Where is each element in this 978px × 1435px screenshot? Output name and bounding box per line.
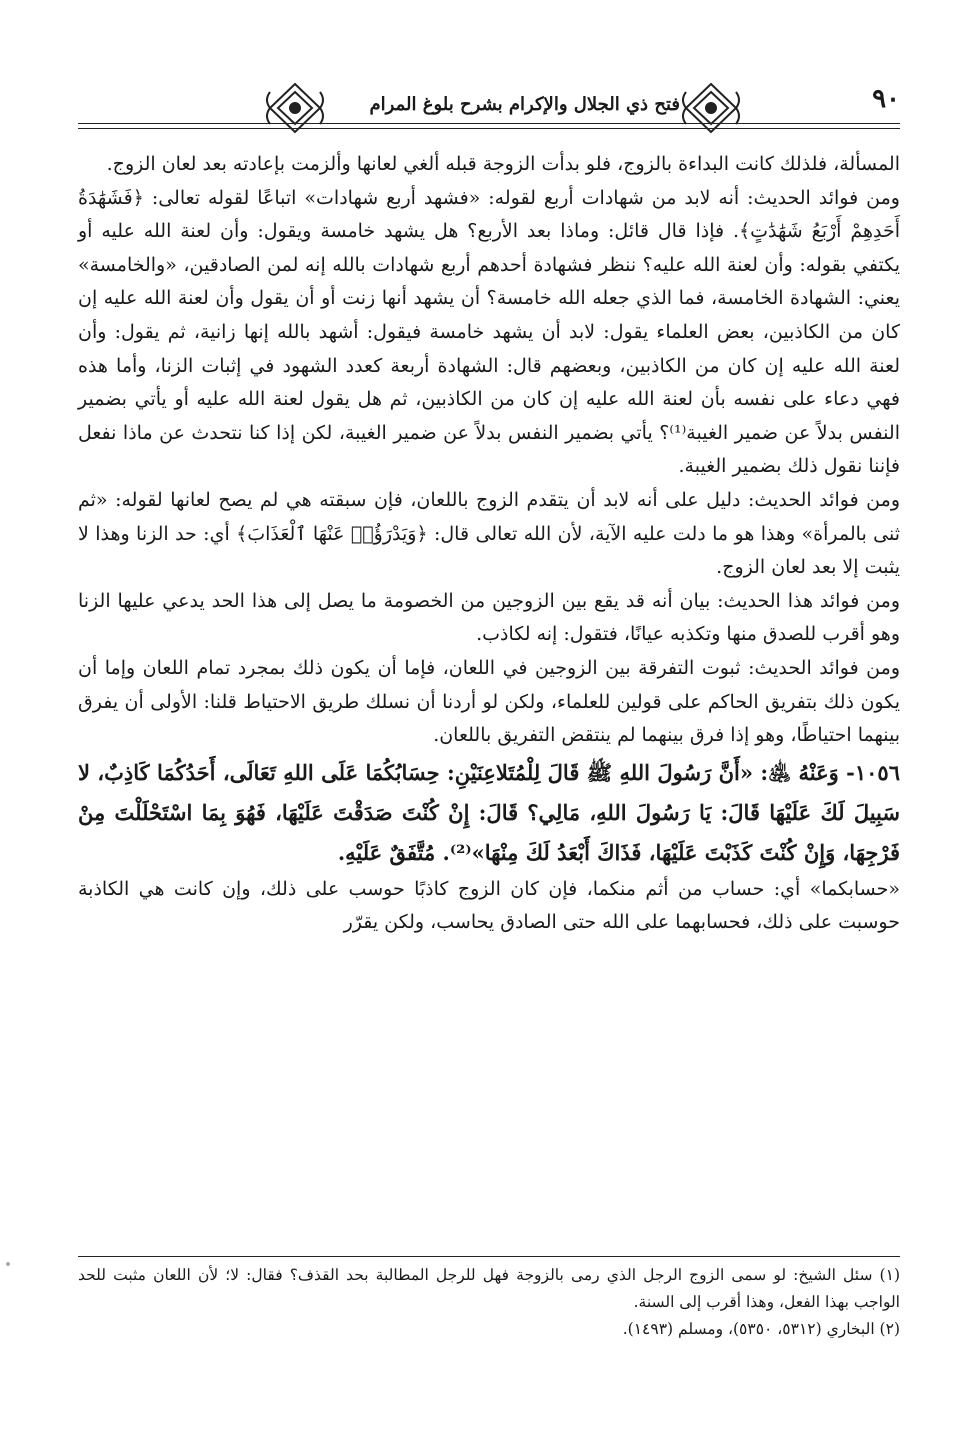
footnote-separator: [78, 1256, 900, 1257]
footnotes: [78, 1262, 900, 1343]
paragraph: المسألة، فلذلك كانت البداءة بالزوج، فلو بدأت الزوجة قبله ألغي لعانها وألزمت بإعادته بعد لعان الزوج.: [106, 153, 900, 175]
header-rule: [78, 128, 900, 129]
paragraph: ومن فوائد الحديث: ثبوت التفرقة بين الزوجين في اللعان، فإما أن يكون ذلك بمجرد تمام اللعان وإما أن يكون ذلك بتفريق الحاكم على قولين للعلماء، ولكن لو أردنا أن نسلك طريق الاحتياط قلنا: الأولى أن يفرق بينهما احتياطًا، وهو إذا فرق بينهما لم ينتقض التفريق باللعان.: [78, 656, 900, 747]
footnote: (٢) البخاري (٥٣١٢، ٥٣٥٠)، ومسلم (١٤٩٣).: [622, 1320, 900, 1338]
footnote: (١) سئل الشيخ: لو سمى الزوج الرجل الذي رمى بالزوجة فهل للرجل المطالبة بحد القذف؟ فقال: لا؛ لأن اللعان مثبت للحد الواجب بهذا الفعل، وهذا أقرب إلى السنة.: [78, 1266, 900, 1311]
running-title: فتح ذي الجلال والإكرام بشرح بلوغ المرام: [369, 94, 680, 115]
scan-speck: [6, 1262, 10, 1266]
body-text: [78, 148, 900, 940]
page-number: ٩٠: [872, 84, 900, 114]
paragraph: ومن فوائد الحديث: أنه لابد من شهادات أربع لقوله: «فشهد أربع شهادات» اتباعًا لقوله تعالى: ﴿فَشَهَٰدَةُ أَحَدِهِمْ أَرْبَعُ شَهَٰدَٰتٍ﴾. فإذا قال قائل: وماذا بعد الأربع؟ هل يشهد خامسة ويقول: وأن لعنة الله عليه أو يكتفي بقوله: وأن لعنة الله عليه؟ ننظر فشهادة أحدهم أربع شهادات بالله إنه لمن الصادقين، «والخامسة» يعني: الشهادة الخامسة، فما الذي جعله الله خامسة؟ أن يشهد أنها زنت أو أن يقول وأن لعنة الله عليه إن كان من الكاذبين، بعض العلماء يقول: لابد أن يشهد خامسة فيقول: أشهد بالله إنها زانية، ثم يقول: وأن لعنة الله عليه إن كان من الكاذبين، وبعضهم قال: الشهادة أربعة كعدد الشهود في إثبات الزنا، وأما هذه فهي دعاء على نفسه بأن لعنة الله عليه إن كان من الكاذبين، ثم هل يقول لعنة الله عليه أو يأتي بضمير النفس بدلاً عن ضمير الغيبة⁽¹⁾؟ يأتي بضمير النفس بدلاً عن ضمير الغيبة، لكن إذا كنا نتحدث عن ماذا نفعل فإننا نقول ذلك بضمير الغيبة.: [78, 186, 900, 478]
paragraph: ومن فوائد هذا الحديث: بيان أنه قد يقع بين الزوجين من الخصومة ما يصل إلى هذا الحد يدعي عليها الزنا وهو أقرب للصدق منها وتكذبه عيانًا، فتقول: إنه لكاذب.: [78, 589, 900, 646]
paragraph: ومن فوائد الحديث: دليل على أنه لابد أن يتقدم الزوج باللعان، فإن سبقته هي لم يصح لعانها لقوله: «ثم ثنى بالمرأة» وهذا هو ما دلت عليه الآية، لأن الله تعالى قال: ﴿وَيَدْرَؤُا۟ عَنْهَا ٱلْعَذَابَ﴾ أي: حد الزنا وهذا لا يثبت إلا بعد لعان الزوج.: [78, 488, 900, 579]
hadith-text: ١٠٥٦- وَعَنْهُ ﵁: «أَنَّ رَسُولَ اللهِ ﷺ قَالَ لِلْمُتَلاعِنَيْنِ: حِسَابُكُمَا عَلَى اللهِ تَعَالَى، أَحَدُكُمَا كَاذِبٌ، لا سَبِيلَ لَكَ عَلَيْهَا قَالَ: يَا رَسُولَ اللهِ، مَالِي؟ قَالَ: إِنْ كُنْتَ صَدَقْتَ عَلَيْهَا، فَهُوَ بِمَا اسْتَحْلَلْتَ مِنْ فَرْجِهَا، وَإِنْ كُنْتَ كَذَبْتَ عَلَيْهَا، فَذَاكَ أَبْعَدُ لَكَ مِنْهَا»⁽²⁾. مُتَّفَقٌ عَلَيْهِ.: [78, 759, 900, 865]
explanation-paragraph: «حسابكما» أي: حساب من أثم منكما، فإن كان الزوج كاذبًا حوسب على ذلك، وإن كانت هي الكاذبة حوسبت على ذلك، فحسابهما على الله حتى الصادق يحاسب، ولكن يقرّر: [78, 877, 900, 934]
header-rule: [78, 123, 900, 124]
page-header: [78, 80, 900, 142]
